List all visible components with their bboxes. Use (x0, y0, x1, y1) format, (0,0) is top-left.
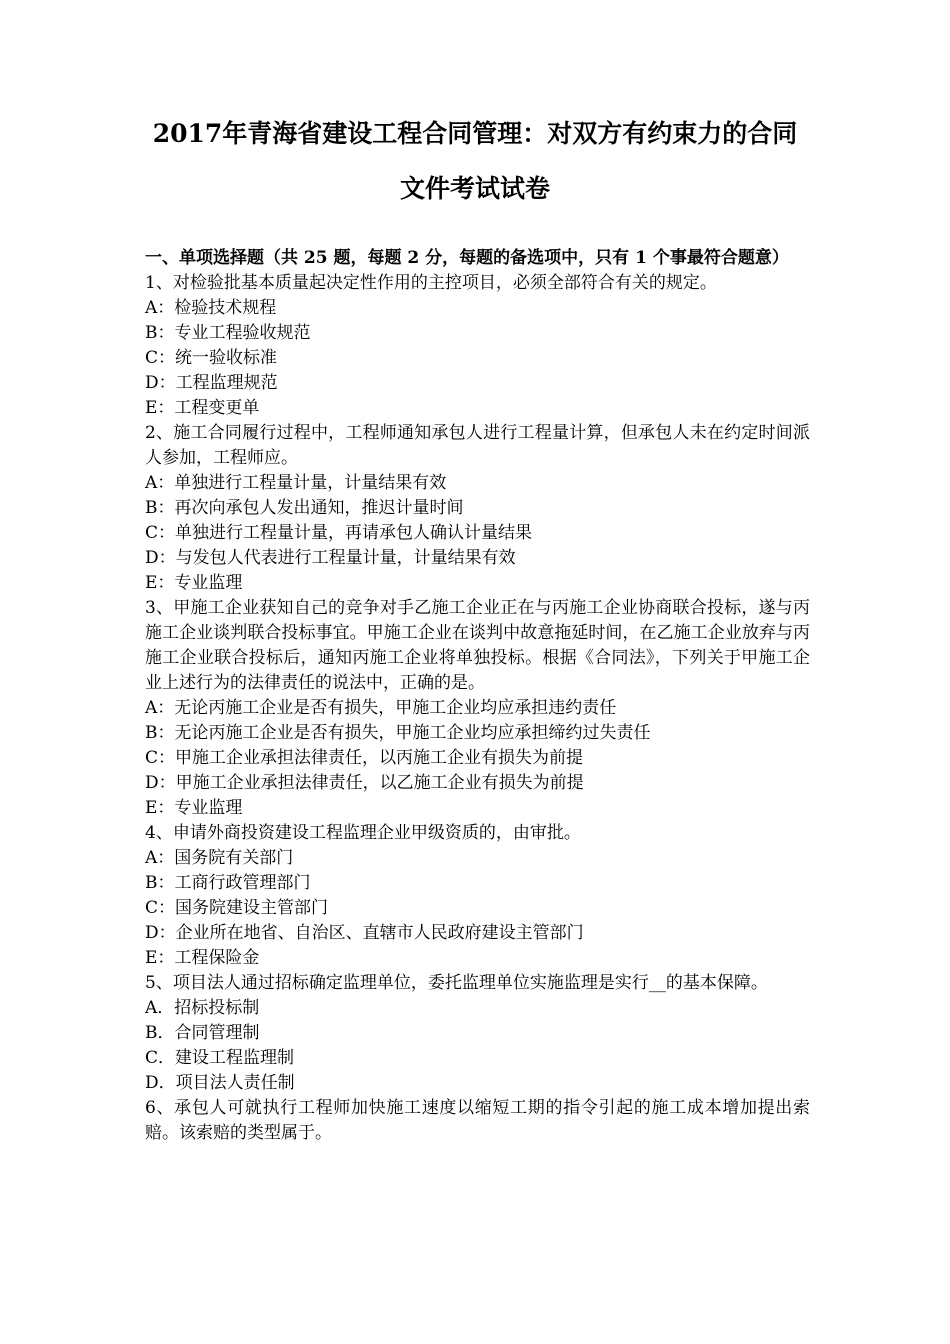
question-text: 1、对检验批基本质量起决定性作用的主控项目，必须全部符合有关的规定。 (145, 273, 717, 293)
option-d: D：企业所在地省、自治区、直辖市人民政府建设主管部门 (145, 923, 584, 943)
question-text: 3、甲施工企业获知自己的竞争对手乙施工企业正在与丙施工企业协商联合投标，遂与丙施工企业谈判联合投标事宜。甲施工企业在谈判中故意拖延时间，在乙施工企业放弃与丙施工企业联合投标后，通知丙施工企业将单独投标。根据《合同法》，下列关于甲施工企业上述行为的法律责任的说法中，正确的是。 (145, 598, 810, 693)
option-b: B：专业工程验收规范 (145, 323, 311, 343)
option-c: C：统一验收标准 (145, 348, 278, 368)
option-b: B．合同管理制 (145, 1023, 260, 1043)
section-heading: 一、单项选择题（共 25 题，每题 2 分，每题的备选项中，只有 1 个事最符合题意） (145, 248, 789, 268)
option-c: C：国务院建设主管部门 (145, 898, 329, 918)
question-text: 6、承包人可就执行工程师加快施工速度以缩短工期的指令引起的施工成本增加提出索赔。该索赔的类型属于。 (145, 1098, 810, 1143)
option-a: A．招标投标制 (145, 998, 260, 1018)
option-c: C：单独进行工程量计量，再请承包人确认计量结果 (145, 523, 533, 543)
question-2 (145, 421, 810, 596)
document-title-line-1: 2017年青海省建设工程合同管理：对双方有约束力的合同 (152, 119, 798, 148)
question-3 (145, 596, 810, 821)
option-b: B：再次向承包人发出通知，推迟计量时间 (145, 498, 464, 518)
option-e: E：专业监理 (145, 573, 243, 593)
question-4 (145, 821, 810, 971)
question-6 (145, 1096, 810, 1146)
option-a: A：单独进行工程量计量，计量结果有效 (145, 473, 447, 493)
option-a: A：检验技术规程 (145, 298, 277, 318)
option-e: E：工程变更单 (145, 398, 260, 418)
document-title-line-2: 文件考试试卷 (399, 174, 550, 203)
option-d: D：工程监理规范 (145, 373, 278, 393)
option-a: A：无论丙施工企业是否有损失，甲施工企业均应承担违约责任 (145, 698, 617, 718)
option-d: D：与发包人代表进行工程量计量，计量结果有效 (145, 548, 516, 568)
option-e: E：专业监理 (145, 798, 243, 818)
question-text: 2、施工合同履行过程中，工程师通知承包人进行工程量计算，但承包人未在约定时间派人参加，工程师应。 (145, 423, 810, 468)
question-5 (145, 971, 810, 1096)
option-a: A：国务院有关部门 (145, 848, 294, 868)
question-text: 5、项目法人通过招标确定监理单位，委托监理单位实施监理是实行__的基本保障。 (145, 973, 768, 993)
option-d: D．项目法人责任制 (145, 1073, 295, 1093)
option-c: C：甲施工企业承担法律责任，以丙施工企业有损失为前提 (145, 748, 584, 768)
option-e: E：工程保险金 (145, 948, 260, 968)
question-text: 4、申请外商投资建设工程监理企业甲级资质的，由审批。 (145, 823, 581, 843)
document-body (145, 246, 810, 1146)
question-1 (145, 271, 810, 421)
option-b: B：工商行政管理部门 (145, 873, 311, 893)
option-d: D：甲施工企业承担法律责任，以乙施工企业有损失为前提 (145, 773, 584, 793)
option-b: B：无论丙施工企业是否有损失，甲施工企业均应承担缔约过失责任 (145, 723, 651, 743)
option-c: C．建设工程监理制 (145, 1048, 295, 1068)
